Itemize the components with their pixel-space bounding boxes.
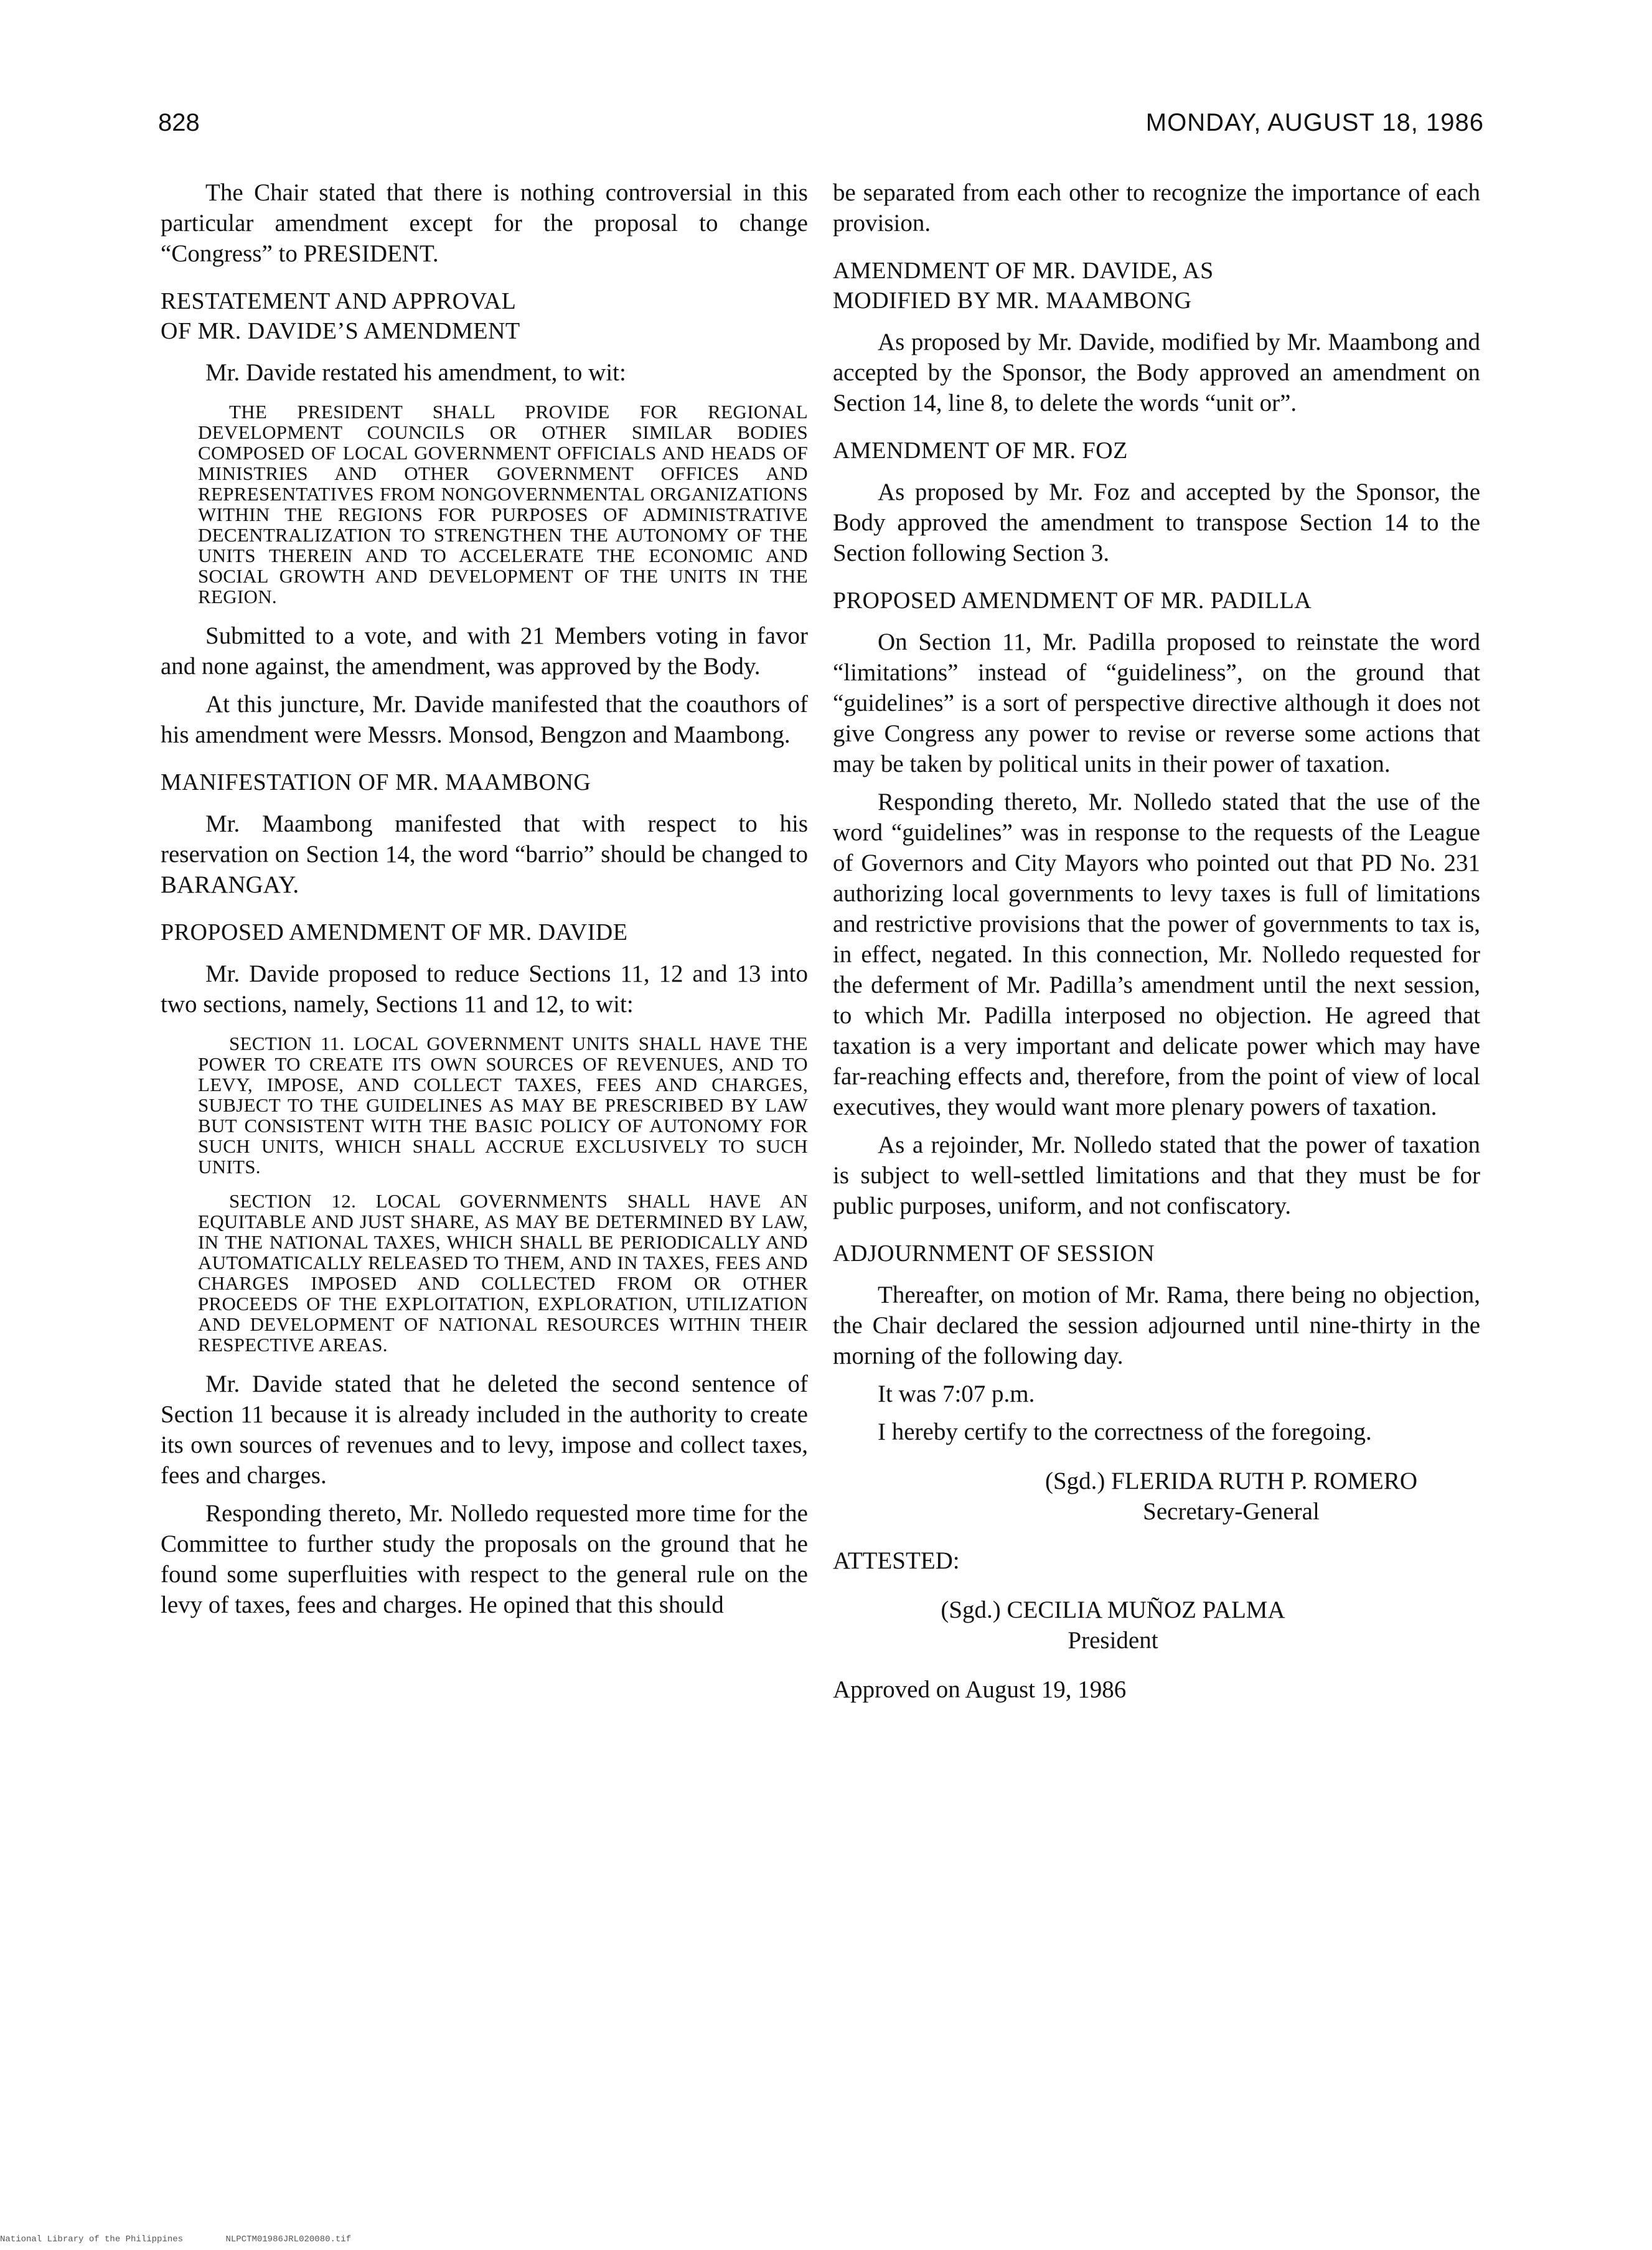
section-heading (833, 256, 1480, 316)
paragraph: Mr. Davide restated his amendment, to wit: (205, 359, 626, 386)
paragraph: Thereafter, on motion of Mr. Rama, there being no objection, the Chair declared the session adjourned until nine-thirty in the morning of the following day. (833, 1282, 1480, 1369)
library-credit: National Library of the Philippines (0, 2234, 184, 2244)
signature-block-secretary (982, 1466, 1480, 1527)
left-column (161, 177, 808, 1628)
paragraph: be separated from each other to recognize the importance of each provision. (833, 179, 1480, 237)
paragraph: I hereby certify to the correctness of the foregoing. (878, 1418, 1372, 1445)
section-heading: MANIFESTATION OF MR. MAAMBONG (161, 769, 591, 795)
page-number: 828 (158, 109, 200, 136)
file-name: NLPCTM01986JRL020080.tif (225, 2234, 352, 2244)
heading-line: MODIFIED BY MR. MAAMBONG (833, 288, 1192, 314)
section-heading: ADJOURNMENT OF SESSION (833, 1240, 1155, 1267)
header-date: MONDAY, AUGUST 18, 1986 (1145, 109, 1484, 136)
heading-line: AMENDMENT OF MR. DAVIDE, AS (833, 258, 1214, 284)
section-heading (161, 286, 808, 346)
heading-line: OF MR. DAVIDE’S AMENDMENT (161, 318, 520, 344)
paragraph: It was 7:07 p.m. (878, 1380, 1035, 1407)
section-heading: PROPOSED AMENDMENT OF MR. PADILLA (833, 588, 1312, 614)
paragraph: As proposed by Mr. Foz and accepted by the Sponsor, the Body approved the amendment to transpose Section 14 to the Section following Section 3. (833, 479, 1480, 566)
signatory-name: (Sgd.) FLERIDA RUTH P. ROMERO (1044, 1468, 1418, 1494)
paragraph: The Chair stated that there is nothing controversial in this particular amendment except for the proposal to change “Congress” to PRESIDENT. (161, 179, 808, 267)
section-heading: AMENDMENT OF MR. FOZ (833, 438, 1128, 464)
heading-line: RESTATEMENT AND APPROVAL (161, 288, 517, 314)
right-column (833, 177, 1480, 1712)
paragraph: As a rejoinder, Mr. Nolledo stated that the power of taxation is subject to well-settled limitations and that they must be for public purposes, uniform, and not confiscatory. (833, 1132, 1480, 1219)
paragraph: Responding thereto, Mr. Nolledo stated that the use of the word “guidelines” was in response to the requests of the League of Governors and City Mayors who pointed out that PD No. 231 authorizing local governments to levy taxes is full of limitations and restrictive provisions that the power of governments to tax is, in effect, negated. In this connection, Mr. Nolledo requested for the deferment of Mr. Padilla’s amendment until the next session, to which Mr. Padilla interposed no objection. He agreed that taxation is a very important and delicate power which may have far-reaching effects and, therefore, from the point of view of local executives, they would want more plenary powers of taxation. (833, 789, 1480, 1120)
section-heading: PROPOSED AMENDMENT OF MR. DAVIDE (161, 919, 628, 945)
amendment-text: SECTION 11. LOCAL GOVERNMENT UNITS SHALL HAVE THE POWER TO CREATE ITS OWN SOURCES OF REVENUES, AND TO LEVY, IMPOSE, AND COLLECT TAXES, FEES AND CHARGES, SUBJECT TO THE GUIDELINES AS MAY BE PRESCRIBED BY LAW BUT CONSISTENT WITH THE BASIC POLICY OF AUTONOMY FOR SUCH UNITS, WHICH SHALL ACCRUE EXCLUSIVELY TO SUCH UNITS. (198, 1033, 808, 1178)
scan-footer (0, 2234, 388, 2244)
paragraph: Mr. Maambong manifested that with respect to his reservation on Section 14, the word “barrio” should be changed to BARANGAY. (161, 810, 808, 898)
page-header (158, 109, 1484, 146)
paragraph: On Section 11, Mr. Padilla proposed to reinstate the word “limitations” instead of “guideliness”, on the ground that “guidelines” is a sort of perspective directive although it does not give Congress any power to revise or reverse some actions that may be taken by political units in their power of taxation. (833, 629, 1480, 777)
paragraph: Responding thereto, Mr. Nolledo requested more time for the Committee to further study the proposals on the ground that he found some superfluities with respect to the general rule on the levy of taxes, fees and charges. He opined that this should (161, 1500, 808, 1618)
signatory-name: (Sgd.) CECILIA MUÑOZ PALMA (941, 1596, 1285, 1623)
attested-label: ATTESTED: (833, 1547, 960, 1574)
approval-date: Approved on August 19, 1986 (833, 1676, 1127, 1703)
paragraph: At this juncture, Mr. Davide manifested that the coauthors of his amendment were Messrs. Monsod, Bengzon and Maambong. (161, 691, 808, 748)
signatory-title: Secretary-General (1143, 1498, 1320, 1525)
amendment-text: SECTION 12. LOCAL GOVERNMENTS SHALL HAVE AN EQUITABLE AND JUST SHARE, AS MAY BE DETERMINED BY LAW, IN THE NATIONAL TAXES, WHICH SHALL BE PERIODICALLY AND AUTOMATICALLY RELEASED TO THEM, AND IN TAXES, FEES AND CHARGES IMPOSED AND COLLECTED FROM OR OTHER PROCEEDS OF THE EXPLOITATION, EXPLORATION, UTILIZATION AND DEVELOPMENT OF NATIONAL RESOURCES WITHIN THEIR RESPECTIVE AREAS. (198, 1190, 808, 1356)
signatory-title: President (1068, 1627, 1158, 1654)
signature-block-president (870, 1595, 1356, 1656)
paragraph: Submitted to a vote, and with 21 Members voting in favor and none against, the amendment, was approved by the Body. (161, 622, 808, 680)
amendment-text: THE PRESIDENT SHALL PROVIDE FOR REGIONAL DEVELOPMENT COUNCILS OR OTHER SIMILAR BODIES COMPOSED OF LOCAL GOVERNMENT OFFICIALS AND HEADS OF MINISTRIES AND OTHER GOVERNMENT OFFICES AND REPRESENTATIVES FROM NONGOVERNMENTAL ORGANIZATIONS WITHIN THE REGIONS FOR PURPOSES OF ADMINISTRATIVE DECENTRALIZATION TO STRENGTHEN THE AUTONOMY OF THE UNITS THEREIN AND TO ACCELERATE THE ECONOMIC AND SOCIAL GROWTH AND DEVELOPMENT OF THE UNITS IN THE REGION. (198, 401, 808, 607)
paragraph: Mr. Davide proposed to reduce Sections 11, 12 and 13 into two sections, namely, Sections 11 and 12, to wit: (161, 960, 808, 1018)
paragraph: As proposed by Mr. Davide, modified by Mr. Maambong and accepted by the Sponsor, the Body approved an amendment on Section 14, line 8, to delete the words “unit or”. (833, 329, 1480, 416)
paragraph: Mr. Davide stated that he deleted the second sentence of Section 11 because it is already included in the authority to create its own sources of revenues and to levy, impose and collect taxes, fees and charges. (161, 1371, 808, 1489)
